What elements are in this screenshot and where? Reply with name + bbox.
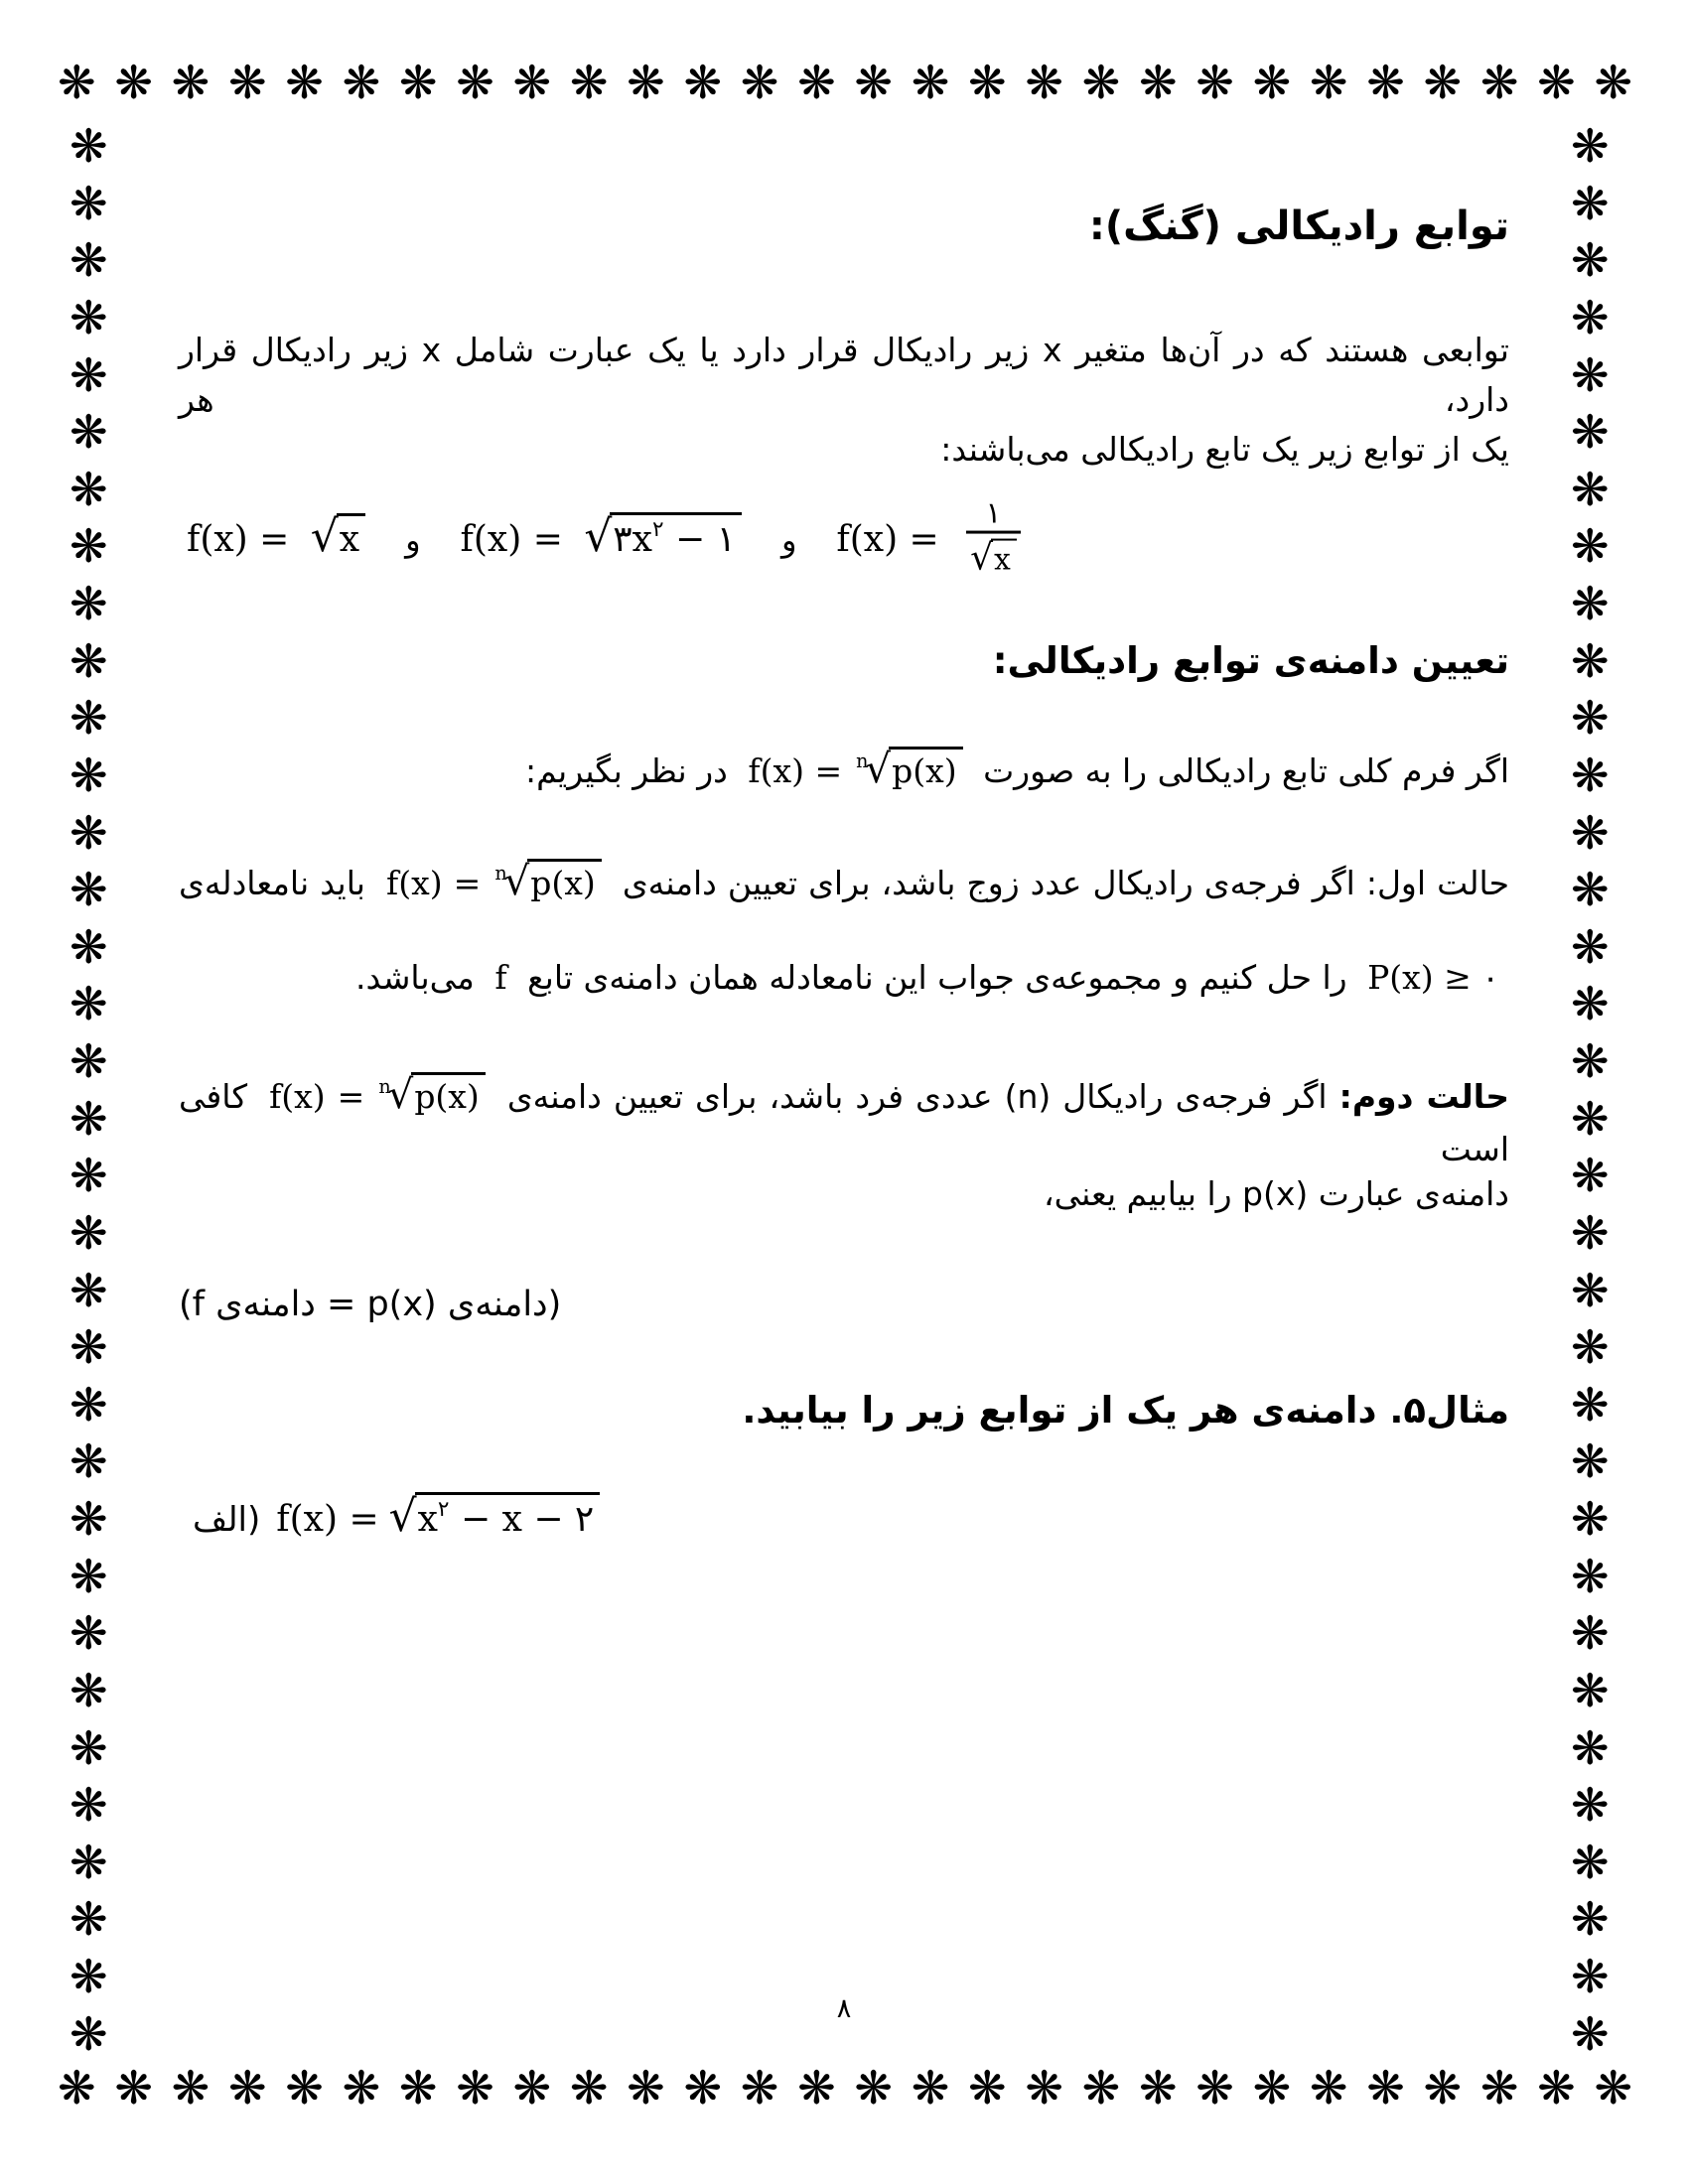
flower-ornament-icon: ❋ — [1025, 56, 1063, 109]
flower-ornament-icon: ❋ — [1571, 119, 1610, 173]
flower-ornament-icon: ❋ — [70, 577, 108, 630]
flower-ornament-icon: ❋ — [1138, 2061, 1178, 2115]
flower-ornament-icon: ❋ — [1479, 2061, 1519, 2115]
flower-ornament-icon: ❋ — [342, 2061, 381, 2115]
flower-ornament-icon: ❋ — [1571, 691, 1610, 746]
flower-ornament-icon: ❋ — [70, 1205, 108, 1260]
general-form-line — [179, 740, 1509, 799]
flower-ornament-icon: ❋ — [70, 1549, 108, 1603]
case1-text-before: حالت اول: اگر فرجه‌ی رادیکال عدد زوج باشد، برای تعیین دامنه‌ی — [622, 864, 1509, 902]
flower-ornament-icon: ❋ — [1571, 290, 1610, 344]
flower-ornament-icon: ❋ — [1571, 805, 1610, 860]
flower-ornament-icon: ❋ — [171, 2061, 211, 2115]
case2-text-before: اگر فرجه‌ی رادیکال (n) عددی فرد باشد، برای تعیین دامنه‌ی — [506, 1077, 1328, 1116]
flower-ornament-icon: ❋ — [968, 2061, 1007, 2115]
flower-ornament-icon: ❋ — [911, 2061, 950, 2115]
flower-ornament-icon: ❋ — [1252, 56, 1292, 109]
flower-ornament-icon: ❋ — [70, 1720, 108, 1775]
intro-paragraph-line2: یک از توابع زیر یک تابع رادیکالی می‌باشند: — [940, 430, 1509, 469]
flower-ornament-icon: ❋ — [1138, 56, 1178, 109]
flower-ornament-icon: ❋ — [70, 1606, 108, 1661]
flower-ornament-icon: ❋ — [227, 56, 267, 109]
flower-ornament-icon: ❋ — [456, 2061, 494, 2115]
flower-ornament-icon: ❋ — [1571, 1720, 1610, 1775]
case2-text-after: کافی است — [179, 1077, 1509, 1169]
page-number: ۸ — [836, 1993, 852, 2024]
general-form-text-before: اگر فرم کلی تابع رادیکالی را به صورت — [983, 751, 1509, 790]
flower-ornament-icon: ❋ — [70, 462, 108, 516]
formula-sqrt-3x2-minus-1: $f(x) = √۳x^۲$ − ۱ — [461, 504, 742, 570]
flower-ornament-icon: ❋ — [968, 56, 1007, 109]
flower-ornament-icon: ❋ — [1537, 56, 1576, 109]
flower-ornament-icon: ❋ — [1571, 1663, 1610, 1717]
flower-ornament-icon: ❋ — [114, 56, 153, 109]
case1-line1 — [179, 852, 1509, 911]
flower-ornament-icon: ❋ — [70, 1492, 108, 1546]
flower-ornament-icon: ❋ — [70, 176, 108, 230]
flower-ornament-icon: ❋ — [683, 2061, 722, 2115]
case2-line1 — [179, 1065, 1509, 1174]
fraction-numerator: ۱ — [985, 495, 1002, 530]
flower-ornament-icon: ❋ — [569, 2061, 609, 2115]
flower-ornament-icon: ❋ — [1196, 56, 1234, 109]
flower-ornament-icon: ❋ — [1571, 1377, 1610, 1432]
flower-ornament-icon: ❋ — [58, 2061, 96, 2115]
flower-ornament-icon: ❋ — [1025, 2061, 1063, 2115]
root-index: n — [856, 749, 869, 772]
flower-ornament-icon: ❋ — [1423, 56, 1463, 109]
flower-ornament-icon: ❋ — [398, 56, 438, 109]
flower-ornament-icon: ❋ — [58, 56, 96, 109]
flower-ornament-icon: ❋ — [512, 56, 552, 109]
flower-ornament-icon: ❋ — [854, 56, 893, 109]
flower-ornament-icon: ❋ — [285, 2061, 324, 2115]
flower-ornament-icon: ❋ — [1571, 1205, 1610, 1260]
root-index: n — [494, 861, 507, 885]
fraction — [966, 497, 1021, 579]
flower-ornament-icon: ❋ — [1571, 1263, 1610, 1317]
flower-ornament-icon: ❋ — [627, 2061, 665, 2115]
exponent: ۲ — [437, 1496, 450, 1522]
flower-ornament-icon: ❋ — [70, 1149, 108, 1203]
flower-ornament-icon: ❋ — [70, 347, 108, 402]
flower-ornament-icon: ❋ — [740, 56, 779, 109]
flower-ornament-icon: ❋ — [70, 977, 108, 1031]
flower-ornament-icon: ❋ — [70, 1263, 108, 1317]
flower-ornament-icon: ❋ — [569, 56, 609, 109]
fraction-denominator: √x — [966, 531, 1021, 579]
flower-ornament-icon: ❋ — [1571, 1091, 1610, 1146]
flower-ornament-icon: ❋ — [70, 233, 108, 288]
flower-ornament-icon: ❋ — [1309, 56, 1348, 109]
flower-ornament-icon: ❋ — [1571, 1835, 1610, 1889]
flower-ornament-icon: ❋ — [1309, 2061, 1348, 2115]
flower-ornament-icon: ❋ — [70, 1320, 108, 1375]
radical-sign: √ — [865, 747, 892, 792]
flower-ornament-icon: ❋ — [70, 919, 108, 974]
flower-ornament-icon: ❋ — [70, 805, 108, 860]
flower-ornament-icon: ❋ — [398, 2061, 438, 2115]
flower-ornament-icon: ❋ — [1571, 1892, 1610, 1947]
flower-ornament-icon: ❋ — [1571, 2006, 1610, 2061]
flower-ornament-icon: ❋ — [70, 1663, 108, 1717]
case2-label: حالت دوم: — [1338, 1077, 1509, 1116]
flower-ornament-icon: ❋ — [171, 56, 211, 109]
ornament-border-left — [70, 119, 108, 2061]
flower-ornament-icon: ❋ — [1594, 2061, 1632, 2115]
flower-ornament-icon: ❋ — [740, 2061, 779, 2115]
item-alef — [179, 1484, 1509, 1550]
flower-ornament-icon: ❋ — [512, 2061, 552, 2115]
flower-ornament-icon: ❋ — [70, 748, 108, 802]
flower-ornament-icon: ❋ — [1571, 748, 1610, 802]
radical-sign: √ — [584, 511, 613, 563]
flower-ornament-icon: ❋ — [70, 1835, 108, 1889]
flower-ornament-icon: ❋ — [70, 405, 108, 460]
flower-ornament-icon: ❋ — [114, 2061, 153, 2115]
root-index: n — [378, 1074, 391, 1098]
item-alef-label: الف) — [193, 1500, 261, 1540]
flower-ornament-icon: ❋ — [1571, 863, 1610, 917]
flower-ornament-icon: ❋ — [1571, 919, 1610, 974]
formula-sqrt-x: f(x) = √x — [187, 504, 365, 570]
flower-ornament-icon: ❋ — [627, 56, 665, 109]
flower-ornament-icon: ❋ — [1196, 2061, 1234, 2115]
general-form-text-after: در نظر بگیریم: — [524, 751, 728, 790]
flower-ornament-icon: ❋ — [1571, 1606, 1610, 1661]
flower-ornament-icon: ❋ — [285, 56, 324, 109]
flower-ornament-icon: ❋ — [1571, 1492, 1610, 1546]
flower-ornament-icon: ❋ — [70, 1892, 108, 1947]
flower-ornament-icon: ❋ — [1571, 1034, 1610, 1088]
flower-ornament-icon: ❋ — [1537, 2061, 1576, 2115]
flower-ornament-icon: ❋ — [1571, 1320, 1610, 1375]
flower-ornament-icon: ❋ — [70, 519, 108, 574]
radical-function-examples — [179, 495, 1509, 583]
case2-line2: دامنه‌ی عبارت p(x) را بیابیم یعنی، — [1043, 1174, 1509, 1213]
flower-ornament-icon: ❋ — [1081, 56, 1121, 109]
flower-ornament-icon: ❋ — [70, 691, 108, 746]
case1-line2 — [179, 953, 1509, 1003]
flower-ornament-icon: ❋ — [1571, 1434, 1610, 1489]
flower-ornament-icon: ❋ — [70, 863, 108, 917]
flower-ornament-icon: ❋ — [1571, 1778, 1610, 1833]
case1-line2-end: می‌باشد. — [354, 958, 475, 997]
flower-ornament-icon: ❋ — [1571, 347, 1610, 402]
ornament-border-right — [1571, 119, 1610, 2061]
flower-ornament-icon: ❋ — [70, 290, 108, 344]
example5-heading: مثال۵. دامنه‌ی هر یک از توابع زیر را بیابید. — [742, 1389, 1509, 1432]
radical-sign: √ — [970, 537, 994, 579]
flower-ornament-icon: ❋ — [70, 2006, 108, 2061]
flower-ornament-icon: ❋ — [1423, 2061, 1463, 2115]
nth-root-formula: f(x) = $^n$√p(x) — [386, 864, 602, 902]
radical-sign: √ — [388, 1491, 417, 1542]
radical-sign: √ — [310, 511, 339, 563]
intro-paragraph-line1: توابعی هستند که در آن‌ها متغیر x زیر رادیکال قرار دارد یا یک عبارت شامل x زیر رادیکال قرار دارد، هر — [179, 331, 1509, 419]
flower-ornament-icon: ❋ — [1571, 233, 1610, 288]
flower-ornament-icon: ❋ — [1571, 1149, 1610, 1203]
formula-one-over-sqrt-x: f(x) = $\frac{۱}{√x}$ — [836, 501, 1020, 583]
heading-radical-functions: توابع رادیکالی (گنگ): — [1088, 204, 1509, 249]
flower-ornament-icon: ❋ — [683, 56, 722, 109]
flower-ornament-icon: ❋ — [1571, 1950, 1610, 2003]
flower-ornament-icon: ❋ — [797, 2061, 836, 2115]
flower-ornament-icon: ❋ — [227, 2061, 267, 2115]
conjunction-va: و — [780, 521, 797, 560]
flower-ornament-icon: ❋ — [342, 56, 381, 109]
inequality-p-ge-zero: P(x) ≥ ۰ — [1367, 958, 1499, 997]
flower-ornament-icon: ❋ — [1479, 56, 1519, 109]
flower-ornament-icon: ❋ — [70, 1034, 108, 1088]
flower-ornament-icon: ❋ — [70, 1091, 108, 1146]
flower-ornament-icon: ❋ — [1571, 176, 1610, 230]
flower-ornament-icon: ❋ — [1081, 2061, 1121, 2115]
nth-root-formula: f(x) = $^n$√p(x) — [748, 751, 962, 790]
flower-ornament-icon: ❋ — [1571, 633, 1610, 688]
flower-ornament-icon: ❋ — [70, 119, 108, 173]
flower-ornament-icon: ❋ — [70, 633, 108, 688]
case1-line2-text: را حل کنیم و مجموعه‌ی جواب این نامعادله همان دامنه‌ی تابع — [527, 958, 1347, 997]
case1-text-after: باید نامعادله‌ی — [179, 864, 365, 902]
flower-ornament-icon: ❋ — [1252, 2061, 1292, 2115]
flower-ornament-icon: ❋ — [854, 2061, 893, 2115]
nth-root-formula: f(x) = $^n$√p(x) — [269, 1077, 486, 1116]
conjunction-va: و — [405, 521, 421, 560]
heading-domain-determination: تعیین دامنه‌ی توابع رادیکالی: — [992, 639, 1509, 682]
flower-ornament-icon: ❋ — [70, 1377, 108, 1432]
flower-ornament-icon: ❋ — [70, 1778, 108, 1833]
domain-equation: (دامنه‌ی p(x) = دامنه‌ی f) — [179, 1285, 562, 1324]
flower-ornament-icon: ❋ — [70, 1434, 108, 1489]
exponent: ۲ — [651, 517, 664, 543]
flower-ornament-icon: ❋ — [1571, 977, 1610, 1031]
radical-sign: √ — [503, 859, 530, 904]
flower-ornament-icon: ❋ — [1594, 56, 1632, 109]
flower-ornament-icon: ❋ — [1571, 405, 1610, 460]
flower-ornament-icon: ❋ — [456, 56, 494, 109]
flower-ornament-icon: ❋ — [1571, 577, 1610, 630]
flower-ornament-icon: ❋ — [1366, 2061, 1405, 2115]
ornament-border-bottom — [58, 2061, 1632, 2115]
flower-ornament-icon: ❋ — [1366, 56, 1405, 109]
flower-ornament-icon: ❋ — [797, 56, 836, 109]
flower-ornament-icon: ❋ — [1571, 519, 1610, 574]
function-f-symbol: f — [494, 958, 507, 997]
radical-sign: √ — [387, 1072, 414, 1118]
flower-ornament-icon: ❋ — [911, 56, 950, 109]
flower-ornament-icon: ❋ — [1571, 462, 1610, 516]
flower-ornament-icon: ❋ — [70, 1950, 108, 2003]
ornament-border-top — [58, 56, 1632, 109]
flower-ornament-icon: ❋ — [1571, 1549, 1610, 1603]
formula-sqrt-x2-minus-x-minus-2: $f(x) = √x^۲ - x$ − ۲ — [276, 1484, 600, 1550]
